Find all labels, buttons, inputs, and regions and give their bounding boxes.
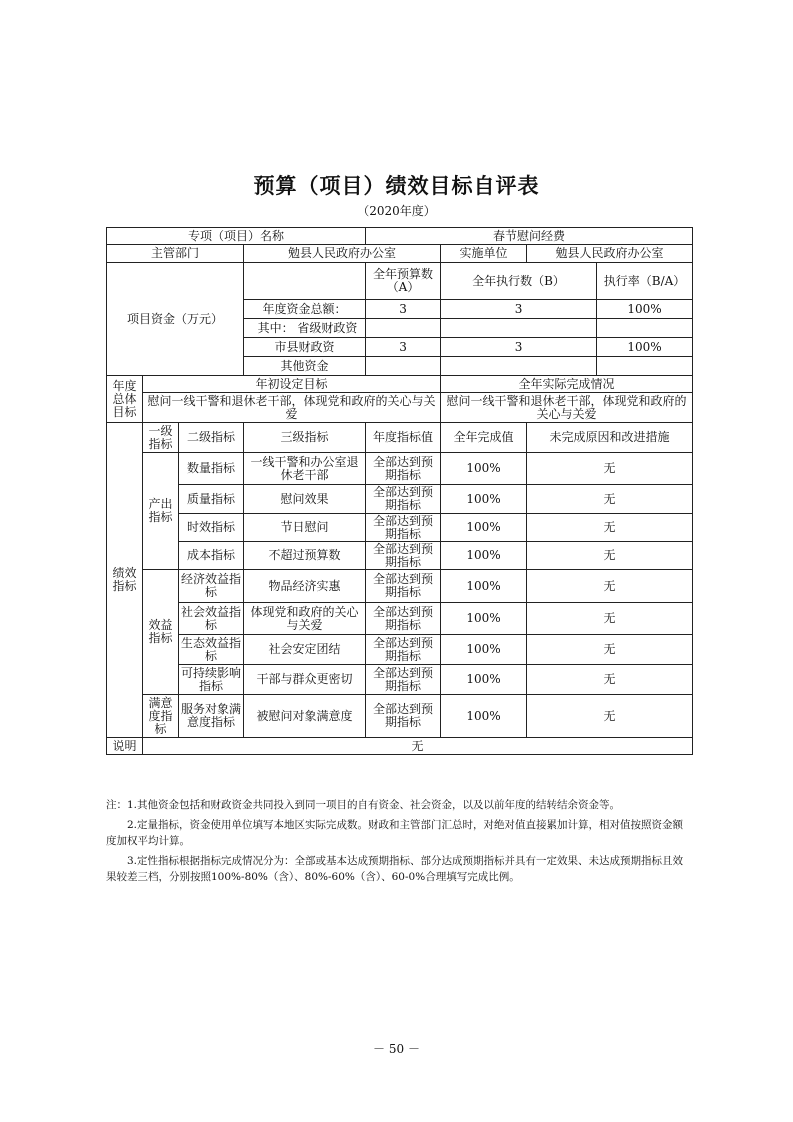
reason-cell: 无 [527, 542, 693, 570]
goal-set-text: 慰问一线干警和退休老干部，体现党和政府的关心与关爱 [143, 393, 441, 423]
footnote-1: 注：1.其他资金包括和财政资金共同投入到同一项目的自有资金、社会资金，以及以前年度的结转结余资金等。 [106, 799, 621, 811]
impl-unit-label: 实施单位 [441, 245, 527, 263]
level2-cell: 可持续影响指标 [179, 665, 244, 695]
self-evaluation-table [106, 227, 693, 755]
funds-blank-cell [244, 263, 366, 300]
footnote-2: 2.定量指标，资金使用单位填写本地区实际完成数。财政和主管部门汇总时，对绝对值直接累加计算，相对值按照资金额度加权平均计算。 [106, 819, 684, 847]
level2-cell: 成本指标 [179, 542, 244, 570]
fund-row-name: 市县财政资 [244, 338, 366, 357]
target-cell: 全部达到预期指标 [366, 603, 441, 635]
remark-value: 无 [143, 738, 693, 755]
done-cell: 100% [441, 695, 527, 738]
reason-cell: 无 [527, 635, 693, 665]
fund-row-rate: 100% [597, 300, 693, 319]
target-cell: 全部达到预期指标 [366, 570, 441, 603]
level3-cell: 社会安定团结 [244, 635, 366, 665]
fund-row-budget: 3 [366, 338, 441, 357]
fund-row-budget: 3 [366, 300, 441, 319]
level3-cell: 节日慰问 [244, 514, 366, 542]
impl-unit-value: 勉县人民政府办公室 [527, 245, 693, 263]
level2-cell: 经济效益指标 [179, 570, 244, 603]
benefit-indicators-label: 效益指标 [143, 570, 179, 695]
done-cell: 100% [441, 603, 527, 635]
fund-row-exec [441, 319, 597, 338]
fund-row-name: 其他资金 [244, 357, 366, 376]
fund-row-rate [597, 319, 693, 338]
level3-cell: 体现党和政府的关心与关爱 [244, 603, 366, 635]
col-level2-header: 二级指标 [179, 423, 244, 453]
col-level3-header: 三级指标 [244, 423, 366, 453]
fund-row-rate [597, 357, 693, 376]
col-reason-header: 未完成原因和改进措施 [527, 423, 693, 453]
fund-row-budget [366, 357, 441, 376]
fund-row-rate: 100% [597, 338, 693, 357]
done-cell: 100% [441, 453, 527, 485]
reason-cell: 无 [527, 453, 693, 485]
col-level1-header: 一级指标 [143, 423, 179, 453]
target-cell: 全部达到预期指标 [366, 665, 441, 695]
target-cell: 全部达到预期指标 [366, 453, 441, 485]
project-name-value: 春节慰问经费 [366, 228, 693, 245]
fund-row-exec [441, 357, 597, 376]
col-done-header: 全年完成值 [441, 423, 527, 453]
fund-row-name: 年度资金总额： [244, 300, 366, 319]
project-name-label: 专项（项目）名称 [107, 228, 366, 245]
col-target-header: 年度指标值 [366, 423, 441, 453]
goal-actual-text: 慰问一线干警和退休老干部，体现党和政府的关心与关爱 [441, 393, 693, 423]
fund-row-name: 其中： 省级财政资 [244, 319, 366, 338]
done-cell: 100% [441, 542, 527, 570]
level2-cell: 数量指标 [179, 453, 244, 485]
done-cell: 100% [441, 514, 527, 542]
level3-cell: 慰问效果 [244, 485, 366, 514]
annual-goal-label: 年度总体目标 [107, 376, 143, 423]
target-cell: 全部达到预期指标 [366, 542, 441, 570]
output-indicators-label: 产出指标 [143, 453, 179, 570]
done-cell: 100% [441, 485, 527, 514]
level3-cell: 不超过预算数 [244, 542, 366, 570]
col-budget-header: 全年预算数（A） [366, 263, 441, 300]
level2-cell: 生态效益指标 [179, 635, 244, 665]
reason-cell: 无 [527, 570, 693, 603]
level2-cell: 质量指标 [179, 485, 244, 514]
form-title: 预算（项目）绩效目标自评表 [253, 173, 540, 198]
funds-label: 项目资金（万元） [107, 263, 244, 376]
reason-cell: 无 [527, 695, 693, 738]
remark-label: 说明 [107, 738, 143, 755]
indicators-group-label: 绩效指标 [107, 423, 143, 738]
level2-cell: 社会效益指标 [179, 603, 244, 635]
fund-row-exec: 3 [441, 338, 597, 357]
reason-cell: 无 [527, 603, 693, 635]
col-rate-header: 执行率（B/A） [597, 263, 693, 300]
goal-set-header: 年初设定目标 [143, 376, 441, 393]
level2-cell: 时效指标 [179, 514, 244, 542]
level3-cell: 物品经济实惠 [244, 570, 366, 603]
page-number: － 50 － [373, 1042, 420, 1056]
fund-row-exec: 3 [441, 300, 597, 319]
footnotes [106, 797, 692, 889]
reason-cell: 无 [527, 665, 693, 695]
level3-cell: 干部与群众更密切 [244, 665, 366, 695]
level3-cell: 被慰问对象满意度 [244, 695, 366, 738]
target-cell: 全部达到预期指标 [366, 514, 441, 542]
target-cell: 全部达到预期指标 [366, 695, 441, 738]
col-exec-header: 全年执行数（B） [441, 263, 597, 300]
reason-cell: 无 [527, 485, 693, 514]
reason-cell: 无 [527, 514, 693, 542]
done-cell: 100% [441, 665, 527, 695]
fund-row-budget [366, 319, 441, 338]
target-cell: 全部达到预期指标 [366, 635, 441, 665]
level2-cell: 服务对象满意度指标 [179, 695, 244, 738]
form-year: （2020年度） [357, 204, 436, 218]
target-cell: 全部达到预期指标 [366, 485, 441, 514]
dept-label: 主管部门 [107, 245, 244, 263]
level3-cell: 一线干警和办公室退休老干部 [244, 453, 366, 485]
dept-value: 勉县人民政府办公室 [244, 245, 441, 263]
footnote-3: 3.定性指标根据指标完成情况分为：全部或基本达成预期指标、部分达成预期指标并具有一定效果、未达成预期指标且效果较差三档，分别按照100%-80%（含）、80%-60%（含）、60-0%合理填写完成比例。 [106, 855, 684, 883]
goal-actual-header: 全年实际完成情况 [441, 376, 693, 393]
satisfaction-indicators-label: 满意度指标 [143, 695, 179, 738]
done-cell: 100% [441, 635, 527, 665]
done-cell: 100% [441, 570, 527, 603]
